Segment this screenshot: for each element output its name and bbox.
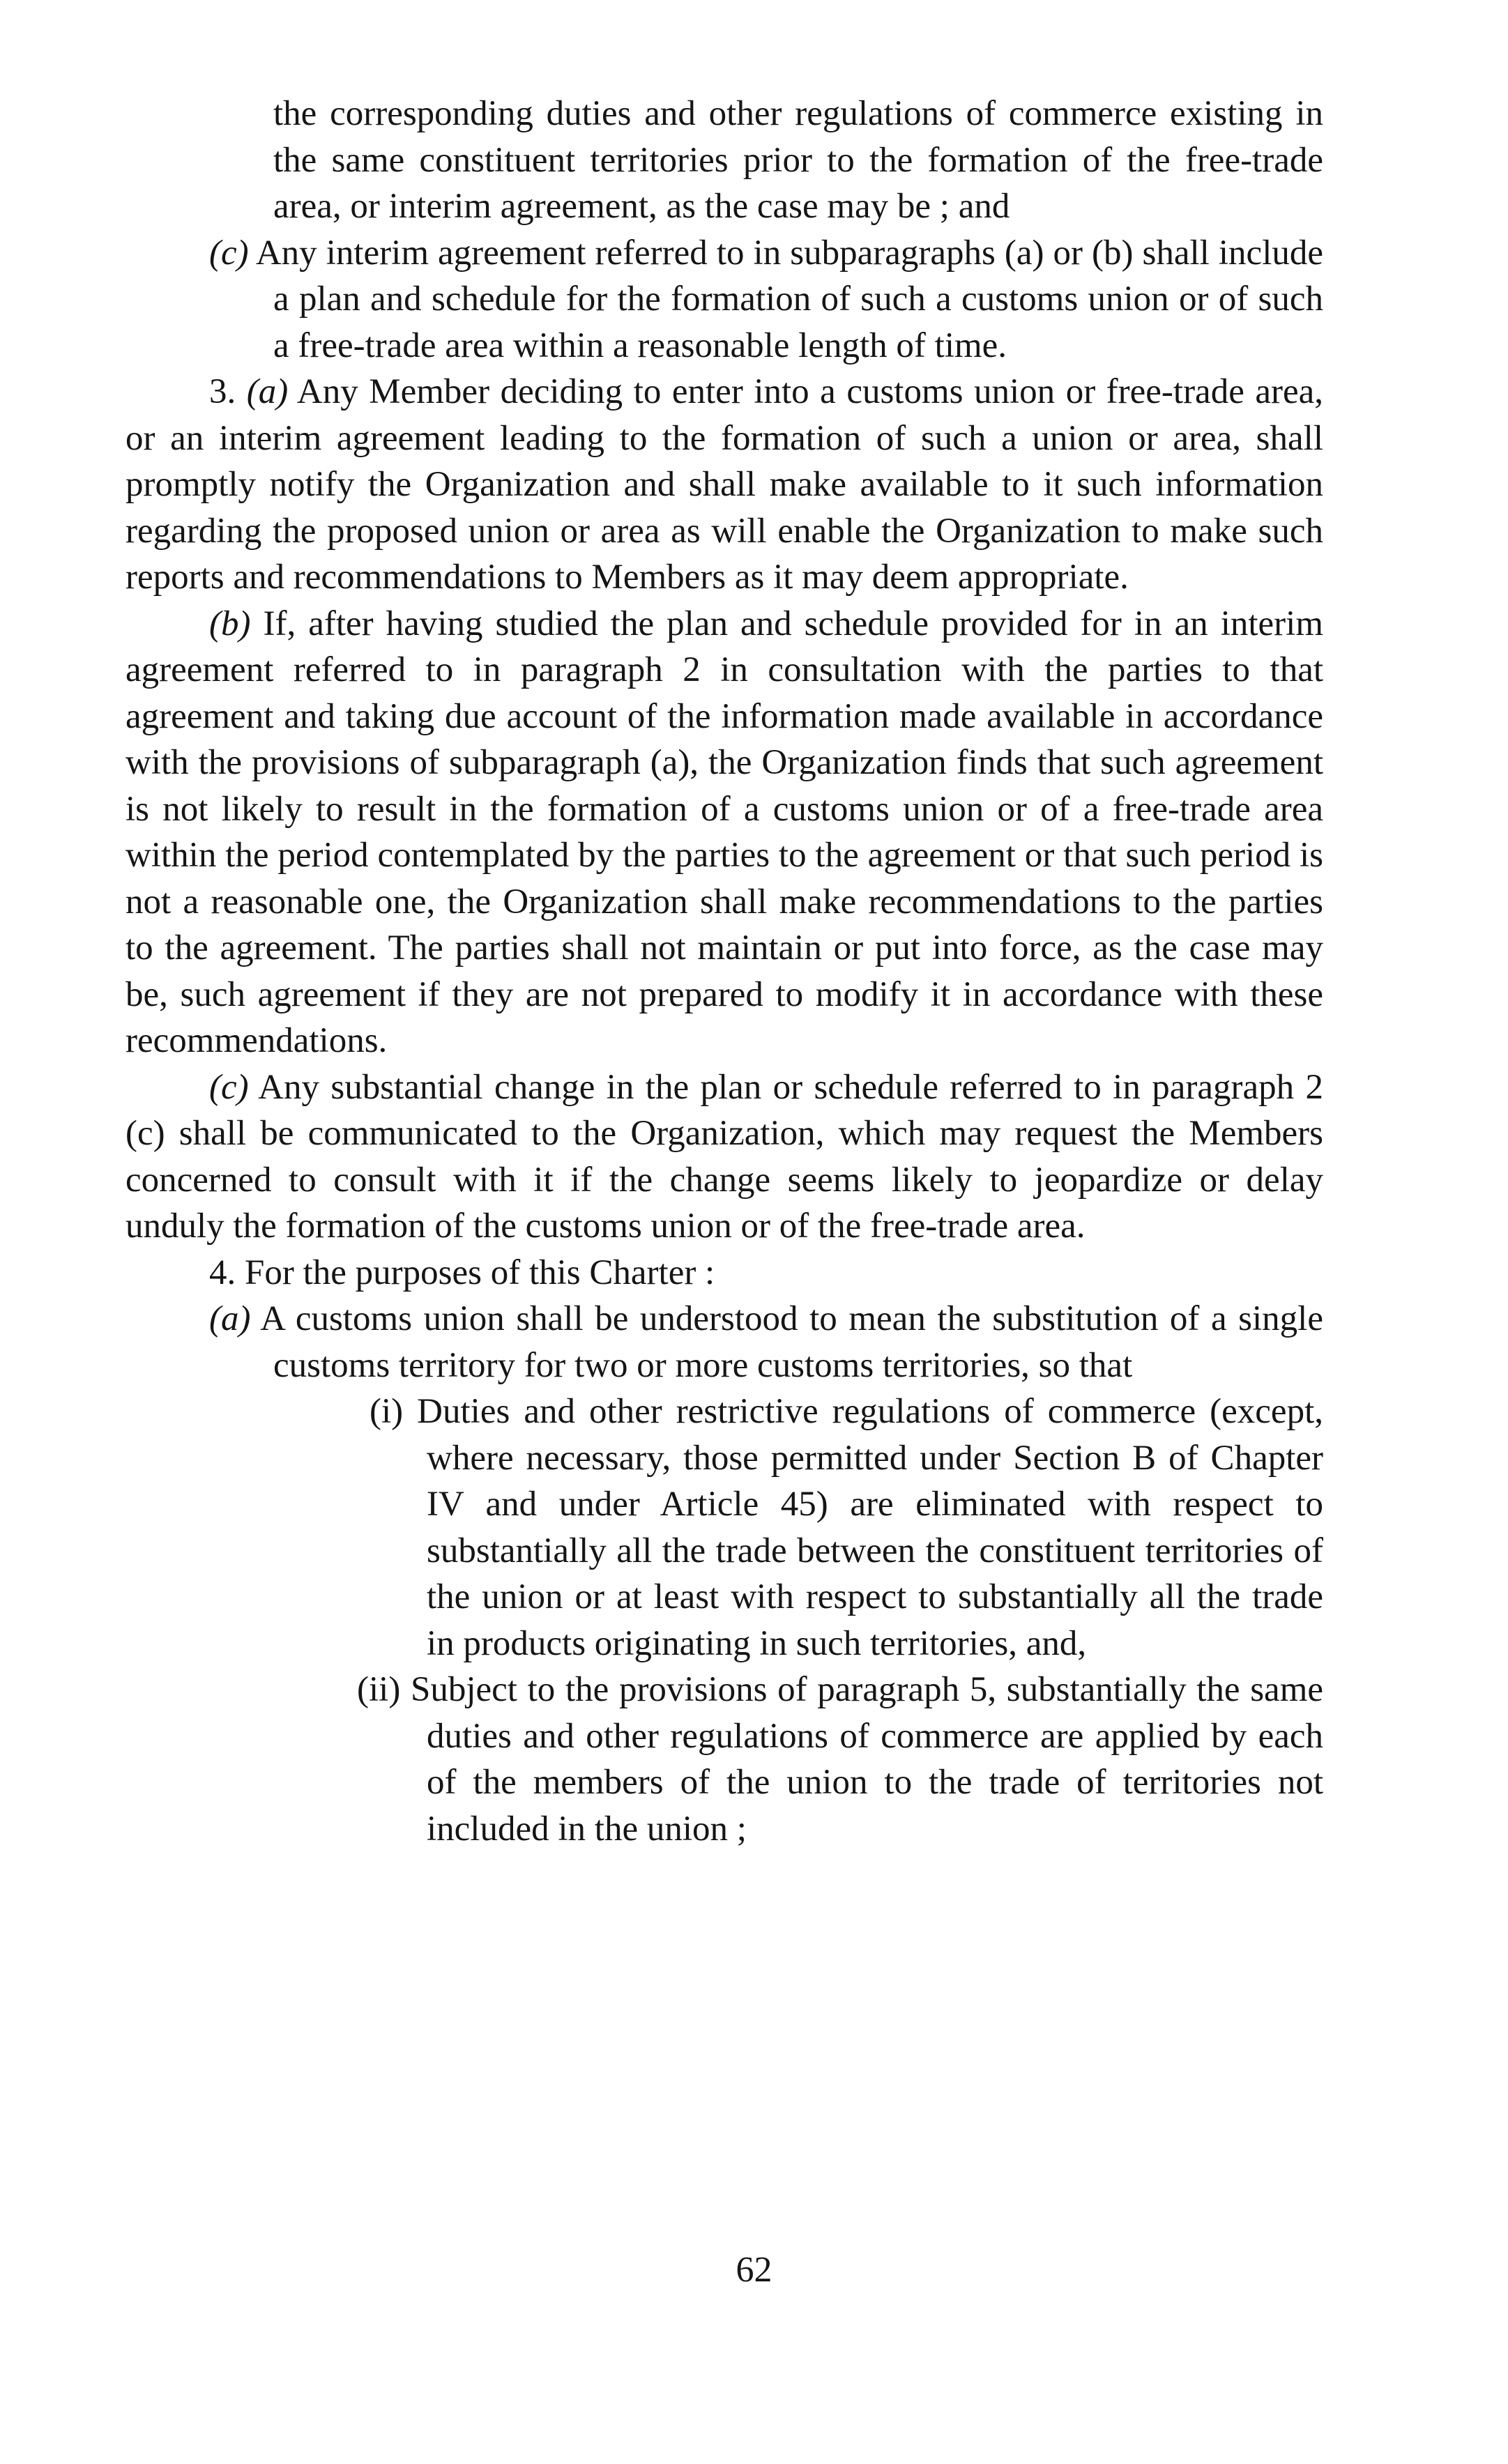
subparagraph-c-interim: (c) Any interim agreement referred to in subparagraphs (a) or (b) shall include a plan and schedule for the formation of such a customs union or of such a free-trade area within a reasonable length of time. — [209, 233, 1323, 365]
continued-paragraph: the corresponding duties and other regulations of commerce existing in the same constituent territories prior to the formation of the free-trade area, or interim agreement, as the case may be ; and — [273, 94, 1323, 226]
page-number: 62 — [736, 2250, 772, 2290]
paragraph-3c: (c) Any substantial change in the plan or schedule referred to in paragraph 2 (c) shall be communicated to the Organization, which may request the Members concerned to consult with it if the change seems likely to jeopardize or delay unduly the formation of the customs union or of the free-trade area. — [125, 1067, 1323, 1246]
text-column — [125, 91, 1323, 1852]
subparagraph-4a: (a) A customs union shall be understood to mean the substitution of a single customs territory for two or more customs territories, so that — [209, 1299, 1323, 1385]
item-4a-ii: (ii) Subject to the provisions of paragraph 5, substantially the same duties and other regulations of commerce are applied by each of the members of the union to the trade of territories not included in the union ; — [357, 1670, 1323, 1849]
item-4a-i: (i) Duties and other restrictive regulations of commerce (except, where necessary, those permitted under Section B of Chapter IV and under Article 45) are eliminated with respect to substantially all the trade between the constituent territories of the union or at least with respect to substantially all the trade in products originating in such territories, and, — [370, 1392, 1323, 1663]
paragraph-3a: 3. (a) Any Member deciding to enter into a customs union or free-trade area, or an interim agreement leading to the formation of such a union or area, shall promptly notify the Organization and shall make available to it such information regarding the proposed union or area as will enable the Organization to make such reports and recommendations to Members as it may deem appropriate. — [125, 372, 1323, 597]
paragraph-4: 4. For the purposes of this Charter : — [209, 1253, 715, 1292]
paragraph-3b: (b) If, after having studied the plan and schedule provided for in an interim agreement referred to in paragraph 2 in consultation with the parties to that agreement and taking due account of the information made available in accordance with the provisions of subparagraph (a), the Organization finds that such agreement is not likely to result in the formation of a customs union or of a free-trade area within the period contemplated by the parties to the agreement or that such period is not a reasonable one, the Organization shall make recommendations to the parties to the agreement. The parties shall not maintain or put into force, as the case may be, such agreement if they are not prepared to modify it in accordance with these recommendations. — [125, 604, 1323, 1060]
